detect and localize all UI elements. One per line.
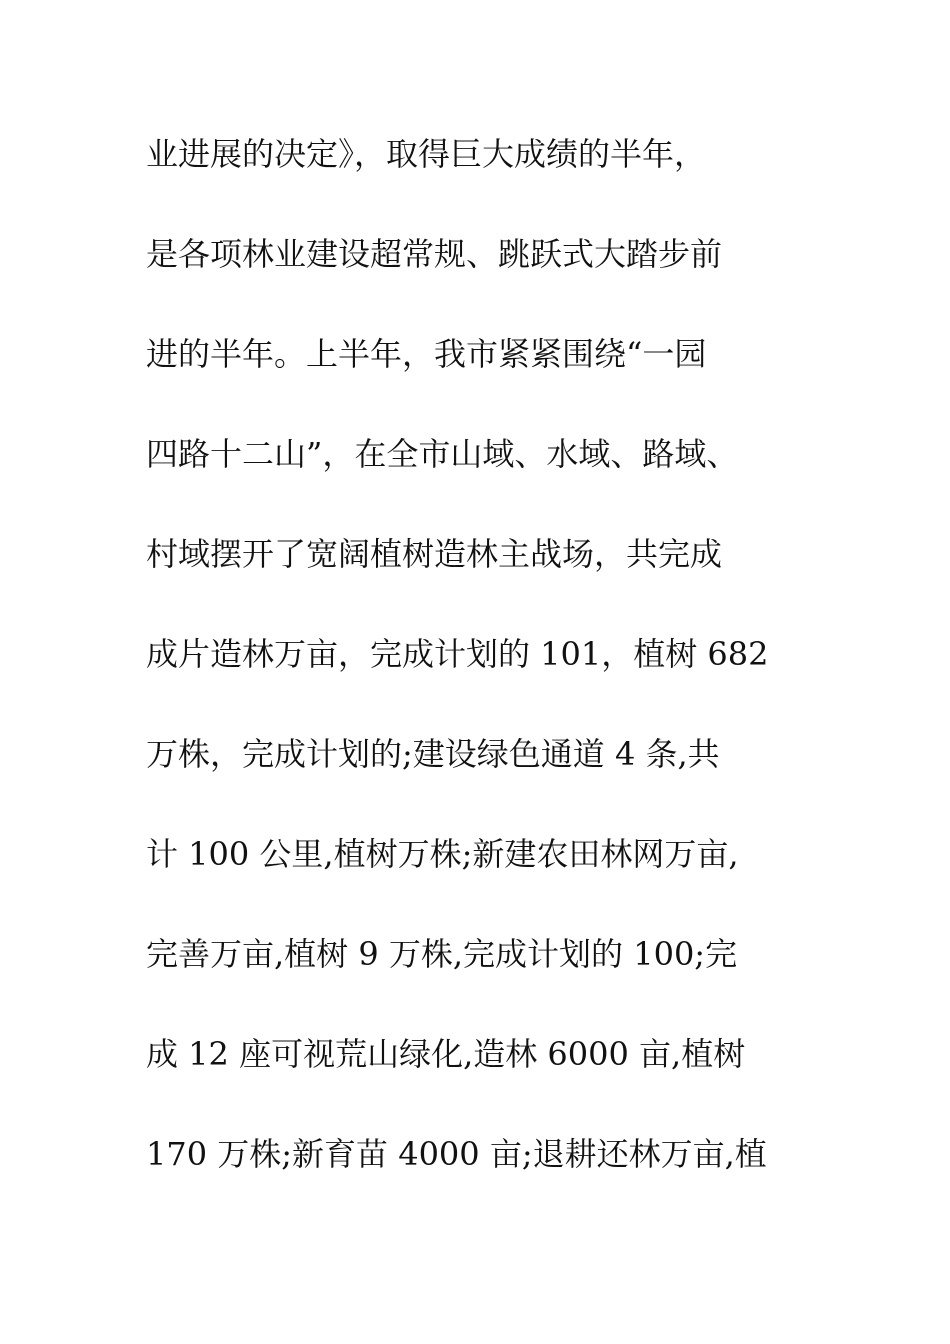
body-text (146, 124, 846, 1224)
text-line: 村域摆开了宽阔植树造林主战场，共完成 (146, 535, 723, 573)
text-line: 完善万亩,植树 9 万株,完成计划的 100;完 (146, 935, 738, 973)
text-line: 成 12 座可视荒山绿化,造林 6000 亩,植树 (146, 1035, 746, 1073)
text-line: 是各项林业建设超常规、跳跃式大踏步前 (146, 235, 723, 273)
text-line: 成片造林万亩，完成计划的 101，植树 682 (146, 635, 769, 673)
text-line: 进的半年。上半年，我市紧紧围绕“一园 (146, 335, 707, 373)
text-line: 万株，完成计划的;建设绿色通道 4 条,共 (146, 735, 720, 773)
text-line: 计 100 公里,植树万株;新建农田林网万亩, (146, 835, 739, 873)
text-line: 业进展的决定》，取得巨大成绩的半年， (146, 135, 707, 173)
text-line: 170 万株;新育苗 4000 亩;退耕还林万亩,植 (146, 1135, 767, 1173)
text-line: 四路十二山”，在全市山域、水域、路域、 (146, 435, 739, 473)
